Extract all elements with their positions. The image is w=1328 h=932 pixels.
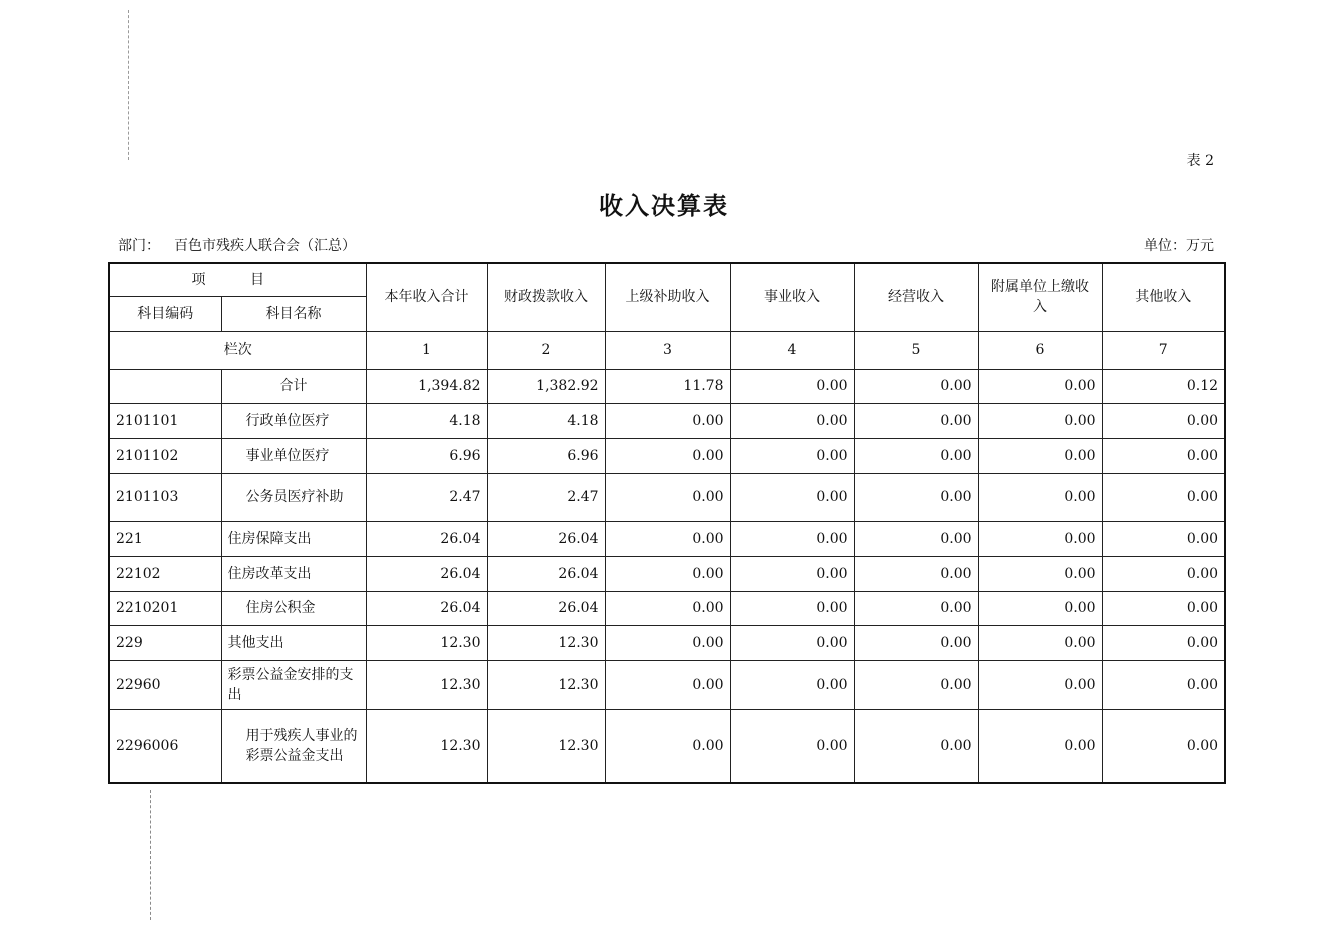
department-line — [118, 235, 356, 255]
cell-value: 4.18 — [487, 403, 605, 438]
income-settlement-table — [108, 262, 1226, 784]
cell-value: 12.30 — [487, 625, 605, 660]
cell-value: 0.00 — [730, 660, 854, 709]
cell-value: 12.30 — [366, 660, 487, 709]
cell-value: 0.00 — [1102, 709, 1225, 783]
total-value: 0.12 — [1102, 369, 1225, 403]
cell-value: 0.00 — [1102, 556, 1225, 591]
table-row — [109, 591, 1225, 625]
cell-value: 0.00 — [1102, 591, 1225, 625]
table-row — [109, 438, 1225, 473]
column-number: 5 — [854, 331, 978, 369]
subject-code: 2101102 — [109, 438, 221, 473]
column-number-row — [109, 331, 1225, 369]
column-number: 1 — [366, 331, 487, 369]
cell-value: 12.30 — [366, 625, 487, 660]
cell-value: 26.04 — [366, 556, 487, 591]
subject-code: 221 — [109, 521, 221, 556]
header-row-1 — [109, 263, 1225, 296]
cell-value: 0.00 — [605, 473, 730, 521]
cell-value: 26.04 — [487, 521, 605, 556]
column-number-label: 栏次 — [109, 331, 366, 369]
table-row — [109, 709, 1225, 783]
cell-value: 12.30 — [366, 709, 487, 783]
cell-value: 0.00 — [854, 660, 978, 709]
cell-value: 0.00 — [605, 591, 730, 625]
cell-value: 0.00 — [854, 521, 978, 556]
cell-value: 0.00 — [1102, 438, 1225, 473]
subject-code: 2101101 — [109, 403, 221, 438]
subject-name: 彩票公益金安排的支出 — [221, 660, 366, 709]
cell-value: 0.00 — [854, 473, 978, 521]
cell-value: 0.00 — [978, 473, 1102, 521]
header-col-1: 本年收入合计 — [366, 263, 487, 331]
cell-value: 0.00 — [854, 556, 978, 591]
cell-value: 6.96 — [487, 438, 605, 473]
cell-value: 0.00 — [605, 556, 730, 591]
cell-value: 0.00 — [978, 625, 1102, 660]
header-item: 项 目 — [109, 263, 366, 296]
table-row — [109, 403, 1225, 438]
total-value: 11.78 — [605, 369, 730, 403]
cell-value: 0.00 — [730, 709, 854, 783]
column-number: 3 — [605, 331, 730, 369]
cell-value: 0.00 — [730, 403, 854, 438]
header-col-3: 上级补助收入 — [605, 263, 730, 331]
cell-value: 0.00 — [1102, 403, 1225, 438]
binding-marks-lower — [150, 790, 157, 920]
cell-value: 0.00 — [1102, 625, 1225, 660]
total-label: 合计 — [221, 369, 366, 403]
total-value: 0.00 — [730, 369, 854, 403]
cell-value: 0.00 — [854, 438, 978, 473]
total-code — [109, 369, 221, 403]
cell-value: 26.04 — [487, 556, 605, 591]
subject-name: 住房公积金 — [221, 591, 366, 625]
subject-code: 2210201 — [109, 591, 221, 625]
cell-value: 0.00 — [978, 521, 1102, 556]
total-value: 0.00 — [854, 369, 978, 403]
cell-value: 0.00 — [854, 709, 978, 783]
total-value: 1,382.92 — [487, 369, 605, 403]
cell-value: 2.47 — [366, 473, 487, 521]
subject-name: 用于残疾人事业的彩票公益金支出 — [221, 709, 366, 783]
cell-value: 26.04 — [487, 591, 605, 625]
cell-value: 0.00 — [730, 625, 854, 660]
cell-value: 0.00 — [605, 403, 730, 438]
cell-value: 0.00 — [730, 473, 854, 521]
subject-code: 2296006 — [109, 709, 221, 783]
subject-code: 229 — [109, 625, 221, 660]
table-row — [109, 556, 1225, 591]
cell-value: 26.04 — [366, 521, 487, 556]
subject-name: 其他支出 — [221, 625, 366, 660]
cell-value: 0.00 — [978, 403, 1102, 438]
subject-name: 事业单位医疗 — [221, 438, 366, 473]
column-number: 7 — [1102, 331, 1225, 369]
cell-value: 12.30 — [487, 660, 605, 709]
cell-value: 0.00 — [730, 438, 854, 473]
cell-value: 0.00 — [605, 438, 730, 473]
cell-value: 0.00 — [978, 438, 1102, 473]
total-row — [109, 369, 1225, 403]
cell-value: 0.00 — [605, 660, 730, 709]
cell-value: 0.00 — [854, 403, 978, 438]
cell-value: 2.47 — [487, 473, 605, 521]
cell-value: 0.00 — [1102, 521, 1225, 556]
subject-code: 22960 — [109, 660, 221, 709]
subject-code: 2101103 — [109, 473, 221, 521]
cell-value: 0.00 — [978, 556, 1102, 591]
table-row — [109, 660, 1225, 709]
subject-name: 行政单位医疗 — [221, 403, 366, 438]
department-label: 部门： — [118, 238, 160, 254]
cell-value: 0.00 — [605, 709, 730, 783]
cell-value: 0.00 — [978, 591, 1102, 625]
table-row — [109, 625, 1225, 660]
subject-name: 住房保障支出 — [221, 521, 366, 556]
header-col-5: 经营收入 — [854, 263, 978, 331]
column-number: 6 — [978, 331, 1102, 369]
cell-value: 0.00 — [1102, 660, 1225, 709]
table-number-label: 表 2 — [1186, 153, 1214, 169]
cell-value: 0.00 — [605, 625, 730, 660]
cell-value: 4.18 — [366, 403, 487, 438]
total-value: 1,394.82 — [366, 369, 487, 403]
subject-name: 住房改革支出 — [221, 556, 366, 591]
header-code: 科目编码 — [109, 296, 221, 331]
table-row — [109, 521, 1225, 556]
binding-marks — [128, 10, 135, 160]
column-number: 4 — [730, 331, 854, 369]
header-col-6: 附属单位上缴收入 — [978, 263, 1102, 331]
total-value: 0.00 — [978, 369, 1102, 403]
cell-value: 26.04 — [366, 591, 487, 625]
page-title: 收入决算表 — [599, 192, 729, 220]
cell-value: 0.00 — [978, 709, 1102, 783]
cell-value: 0.00 — [854, 591, 978, 625]
cell-value: 6.96 — [366, 438, 487, 473]
header-col-7: 其他收入 — [1102, 263, 1225, 331]
cell-value: 0.00 — [1102, 473, 1225, 521]
cell-value: 0.00 — [730, 556, 854, 591]
cell-value: 0.00 — [730, 591, 854, 625]
subject-code: 22102 — [109, 556, 221, 591]
table-row — [109, 473, 1225, 521]
department-value: 百色市残疾人联合会（汇总） — [174, 238, 356, 254]
cell-value: 0.00 — [978, 660, 1102, 709]
column-number: 2 — [487, 331, 605, 369]
cell-value: 0.00 — [854, 625, 978, 660]
cell-value: 12.30 — [487, 709, 605, 783]
cell-value: 0.00 — [730, 521, 854, 556]
header-name: 科目名称 — [221, 296, 366, 331]
subject-name: 公务员医疗补助 — [221, 473, 366, 521]
header-col-2: 财政拨款收入 — [487, 263, 605, 331]
header-col-4: 事业收入 — [730, 263, 854, 331]
cell-value: 0.00 — [605, 521, 730, 556]
unit-label: 单位：万元 — [1144, 238, 1214, 254]
